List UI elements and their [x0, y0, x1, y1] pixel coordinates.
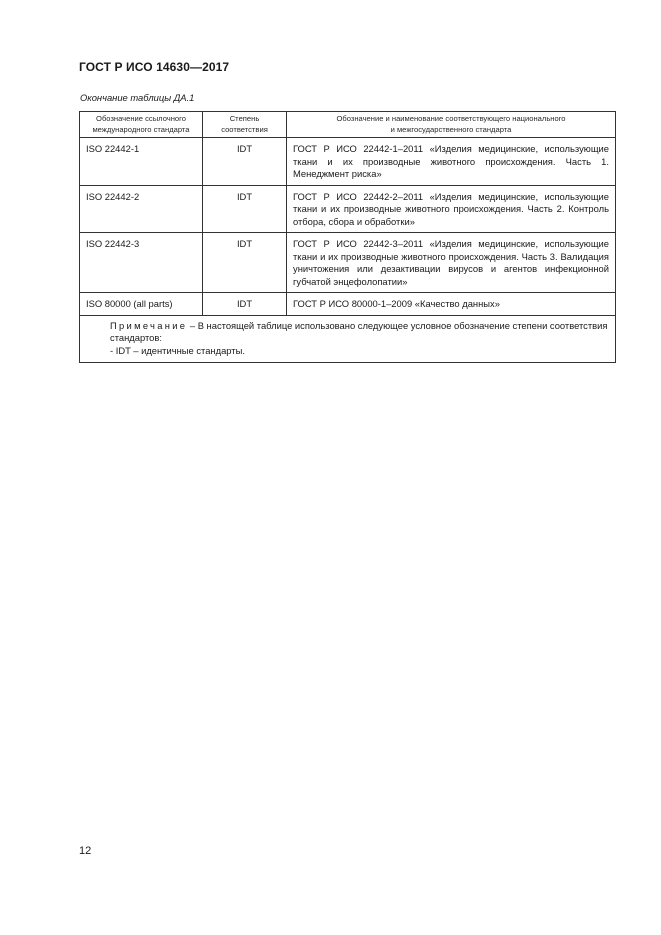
table-header-row	[80, 112, 616, 138]
ref-standard-cell: ISO 22442-2	[80, 185, 203, 233]
column-header-degree-line2: соответствия	[221, 124, 268, 134]
column-header-ref	[80, 112, 203, 138]
table-row	[80, 185, 616, 233]
ref-standard-cell: ISO 80000 (all parts)	[80, 293, 203, 316]
note-item: - IDT – идентичные стандарты.	[110, 344, 245, 356]
column-header-national-line1: Обозначение и наименование соответствующего национального	[336, 114, 566, 123]
ref-standard-cell: ISO 22442-1	[80, 138, 203, 186]
column-header-national-line2: и межгосударственного стандарта	[390, 124, 512, 134]
column-header-degree	[203, 112, 287, 138]
column-header-degree-line1: Степень	[229, 114, 260, 123]
degree-cell: IDT	[203, 138, 287, 186]
table-row	[80, 293, 616, 316]
column-header-ref-line1: Обозначение ссылочного	[96, 114, 186, 123]
column-header-ref-line2: международного стандарта	[92, 124, 190, 134]
note-label: Примечание	[110, 319, 188, 331]
table-note-row	[80, 315, 616, 363]
note-paragraph	[86, 320, 609, 345]
note-text: – В настоящей таблице использовано следующее условное обозначение степени соответствия стандартов:	[110, 319, 608, 343]
national-standard-cell: ГОСТ Р ИСО 22442-3–2011 «Изделия медицинские, использующие ткани и их производные животного происхождения. Часть 3. Валидация уничтожения или дезактивации вирусов и агентов инфекционной губчатой энцефолопатии»	[287, 233, 616, 293]
standards-table	[79, 111, 616, 363]
national-standard-cell: ГОСТ Р ИСО 22442-1–2011 «Изделия медицинские, использующие ткани и их производные животного происхождения. Часть 1. Менеджмент риска»	[287, 138, 616, 186]
degree-cell: IDT	[203, 233, 287, 293]
table-caption: Окончание таблицы ДА.1	[80, 92, 195, 103]
column-header-national	[287, 112, 616, 138]
document-header: ГОСТ Р ИСО 14630—2017	[79, 60, 230, 74]
degree-cell: IDT	[203, 293, 287, 316]
table-row	[80, 233, 616, 293]
national-standard-cell: ГОСТ Р ИСО 80000-1–2009 «Качество данных»	[287, 293, 616, 316]
degree-cell: IDT	[203, 185, 287, 233]
national-standard-cell: ГОСТ Р ИСО 22442-2–2011 «Изделия медицинские, использующие ткани и их производные животного происхождения. Часть 2. Контроль отбора, сбора и обработки»	[287, 185, 616, 233]
table-note	[80, 315, 616, 363]
page-number: 12	[79, 845, 92, 857]
table-row	[80, 138, 616, 186]
ref-standard-cell: ISO 22442-3	[80, 233, 203, 293]
